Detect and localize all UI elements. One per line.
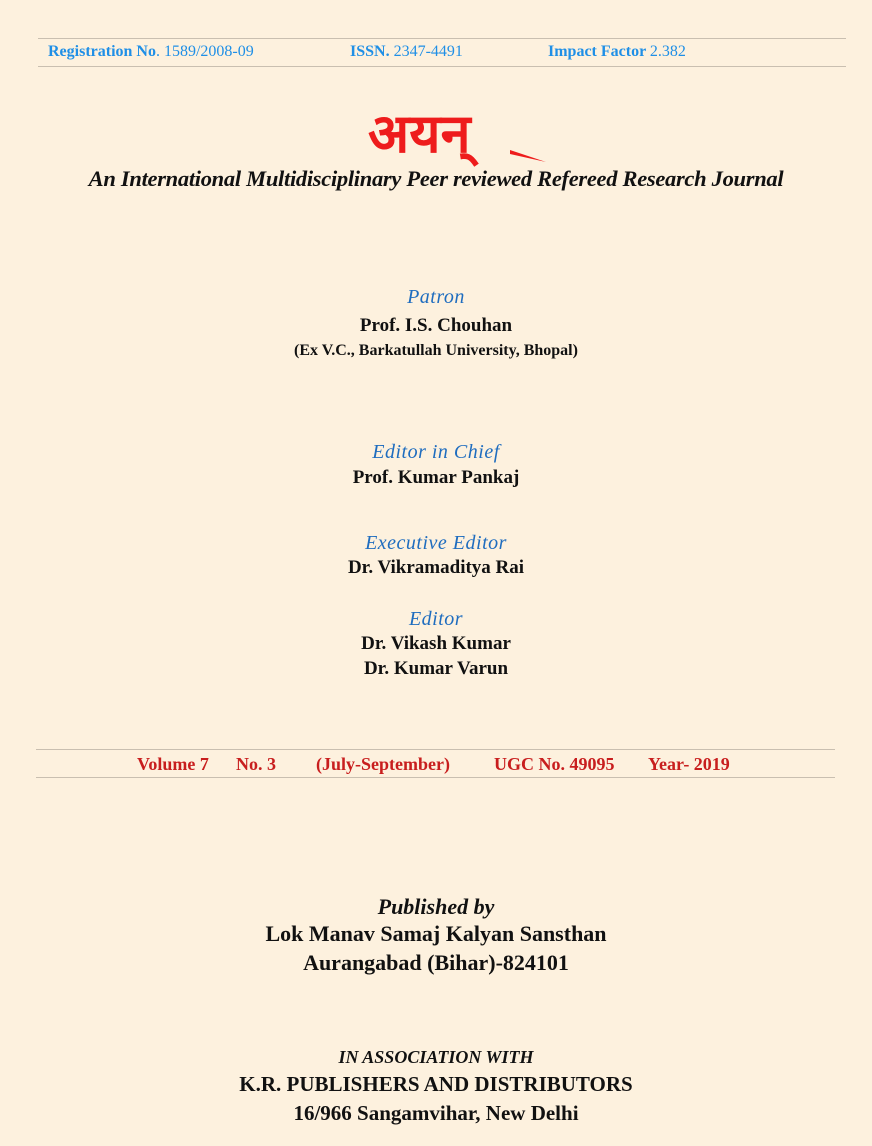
registration-bar [48, 40, 848, 64]
registration-label: Registration No [48, 43, 156, 60]
issn [350, 40, 463, 64]
association-name: K.R. PUBLISHERS AND DISTRIBUTORS [239, 1072, 633, 1096]
executive-editor-name: Dr. Vikramaditya Rai [347, 557, 525, 578]
patron-affiliation: (Ex V.C., Barkatullah University, Bhopal) [294, 342, 578, 359]
patron-name: Prof. I.S. Chouhan [359, 315, 513, 336]
journal-title-hindi: अयन् [368, 102, 471, 165]
editor-role: Editor [408, 608, 464, 630]
editor-in-chief-role: Editor in Chief [372, 441, 500, 463]
issue-bar [36, 752, 836, 776]
issn-label: ISSN. [350, 43, 390, 60]
published-by-label: Published by [377, 894, 495, 919]
editor-name-2: Dr. Kumar Varun [363, 658, 509, 679]
issue-ugc: UGC No. 49095 [494, 754, 615, 774]
top-rule-upper [38, 38, 846, 39]
association-address: 16/966 Sangamvihar, New Delhi [293, 1101, 579, 1125]
journal-logo [360, 100, 560, 170]
editor-name-1: Dr. Vikash Kumar [361, 633, 511, 654]
issue-number: No. 3 [236, 754, 276, 774]
publisher-name: Lok Manav Samaj Kalyan Sansthan [265, 921, 607, 946]
executive-editor-role: Executive Editor [365, 532, 507, 554]
association-label: IN ASSOCIATION WITH [338, 1047, 534, 1067]
impact-label: Impact Factor [548, 43, 646, 60]
editor-in-chief-name: Prof. Kumar Pankaj [352, 467, 520, 488]
publisher-address: Aurangabad (Bihar)-824101 [303, 950, 569, 975]
issue-rule-lower [36, 777, 835, 778]
issue-period: (July-September) [316, 754, 450, 774]
patron-role: Patron [407, 286, 465, 308]
registration-value: . 1589/2008-09 [155, 43, 254, 60]
issue-rule-upper [36, 749, 835, 750]
journal-subtitle: An International Multidisciplinary Peer reviewed Refereed Research Journal [88, 166, 784, 191]
issn-value: 2347-4491 [393, 43, 463, 60]
issue-volume: Volume 7 [137, 754, 209, 774]
impact-value: 2.382 [649, 43, 686, 60]
top-rule-lower [38, 66, 846, 67]
registration [48, 40, 254, 64]
issue-year: Year- 2019 [648, 754, 730, 774]
impact-factor [548, 40, 686, 64]
logo-flourish [510, 150, 546, 162]
